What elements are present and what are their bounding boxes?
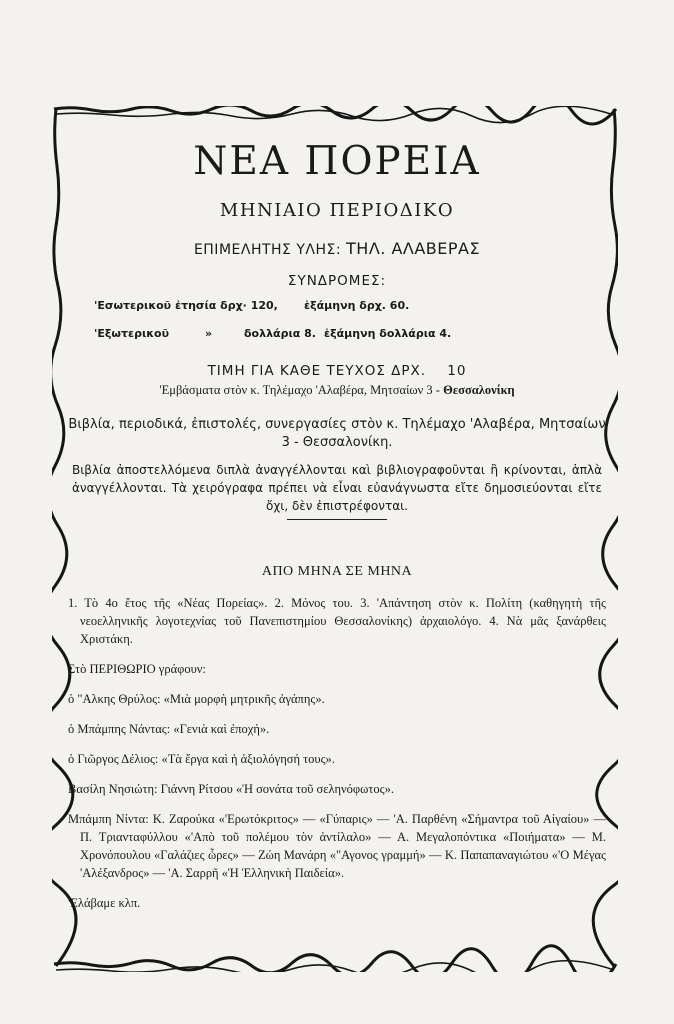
editor-label: ΕΠΙΜΕΛΗΤΗΣ ΥΛΗΣ: xyxy=(193,242,342,258)
subscriptions-heading: ΣΥΝΔΡΟΜΕΣ: xyxy=(287,273,387,289)
section-paragraph: Στὸ ΠΕΡΙΘΩΡΙΟ γράφουν: xyxy=(68,662,206,676)
divider xyxy=(287,519,387,520)
foreign-half: ἑξάμηνη δολλάρια 4. xyxy=(324,327,452,340)
remittance-city: Θεσσαλονίκη xyxy=(443,383,515,397)
issue-price xyxy=(68,363,606,379)
section-heading: ΑΠΟ ΜΗΝΑ ΣΕ ΜΗΝΑ xyxy=(261,564,413,579)
journal-title: ΝΕΑ ΠΟΡΕΙΑ xyxy=(193,139,481,184)
section-paragraph: Βασίλη Νησιώτη: Γιάννη Ρίτσου «Ἡ σονάτα τοῦ σεληνόφωτος». xyxy=(68,782,394,796)
masthead xyxy=(68,140,606,258)
domestic-annual: 'Εσωτερικοῦ ἐτησία δρχ· 120, xyxy=(94,299,278,312)
section-paragraph: ὁ "Αλκης Θρύλος: «Μιὰ μορφὴ μητρικῆς ἀγάπης». xyxy=(68,692,325,706)
section-paragraph: 'Ελάβαμε κλπ. xyxy=(68,896,141,910)
editor-line xyxy=(68,239,606,258)
section-paragraph: ὁ Μπάμπης Νάντας: «Γενιὰ καὶ ἐποχή». xyxy=(68,722,270,736)
domestic-half: ἑξάμηνη δρχ. 60. xyxy=(304,299,410,312)
foreign-label: 'Εξωτερικοῦ xyxy=(94,327,170,340)
manuscripts-notice: Βιβλία ἀποστελλόμενα διπλὰ ἀναγγέλλονται καὶ βιβλιογραφοῦνται ἢ κρίνονται, ἁπλὰ ἀναγγέλλονται. Τὰ χειρόγραφα πρέπει νὰ εἶναι εὐανάγνωστα εἴτε δημοσιεύονται εἴτε ὄχι, δὲν ἐπιστρέφονται. xyxy=(72,463,602,513)
remittance-notice xyxy=(68,383,606,398)
foreign-ditto: » xyxy=(205,327,213,340)
page-content xyxy=(68,138,606,912)
section-paragraph: ὁ Γιῶργος Δέλιος: «Τὰ ἔργα καὶ ἡ ἀξιολόγησή τους». xyxy=(68,752,335,766)
price-text: ΤΙΜΗ ΓΙΑ ΚΑΘΕ ΤΕΥΧΟΣ ΔΡΧ. xyxy=(207,363,427,379)
price-value: 10 xyxy=(447,363,467,379)
remittance-text: 'Εμβάσματα στὸν κ. Τηλέμαχο 'Αλαβέρα, Μητσαίων 3 - xyxy=(159,383,440,397)
books-notice: Βιβλία, περιοδικά, ἐπιστολές, συνεργασίες στὸν κ. Τηλέμαχο 'Αλαβέρα, Μητσαίων 3 - Θεσσαλονίκη. xyxy=(68,417,606,450)
journal-subtitle: ΜΗΝΙΑΙΟ ΠΕΡΙΟΔΙΚΟ xyxy=(219,200,455,221)
foreign-subscription xyxy=(68,327,606,345)
section-paragraph: 1. Τὸ 4ο ἔτος τῆς «Νέας Πορείας». 2. Μόνος του. 3. 'Απάντηση στὸν κ. Πολίτη (καθηγητὴ τῆς νεοελληνικῆς λογοτεχνίας τοῦ Πανεπιστημίου Θεσσαλονίκης) ἀρχαιολόγο. 4. Νὰ μᾶς ξανάρθεις Χριστάκη. xyxy=(68,596,606,646)
foreign-annual: δολλάρια 8. xyxy=(244,327,316,340)
section-paragraph: Μπάμπη Νίντα: Κ. Ζαρούκα «'Ερωτόκριτος» — «Γύπαρις» — 'Α. Παρθένη «Σήμαντρα τοῦ Αἰγαίου» — Π. Τριανταφύλλου «'Απὸ τοῦ πολέμου τὸν ἀντίλαλο» — Α. Μεγαλοπόντικα «Ποιήματα» — Μ. Χρονόπουλου «Γαλάζιες ὧρες» — Ζώη Μανάρη «"Αγονος γραμμή» — Κ. Παπαπαναγιώτου «'Ο Μέγας 'Αλέξανδρος» — 'Α. Σαρρῆ «Ἡ Ἑλληνικὴ Παιδεία». xyxy=(68,812,606,880)
editor-name: ΤΗΛ. ΑΛΑΒΕΡΑΣ xyxy=(346,239,481,258)
domestic-subscription xyxy=(68,299,606,317)
